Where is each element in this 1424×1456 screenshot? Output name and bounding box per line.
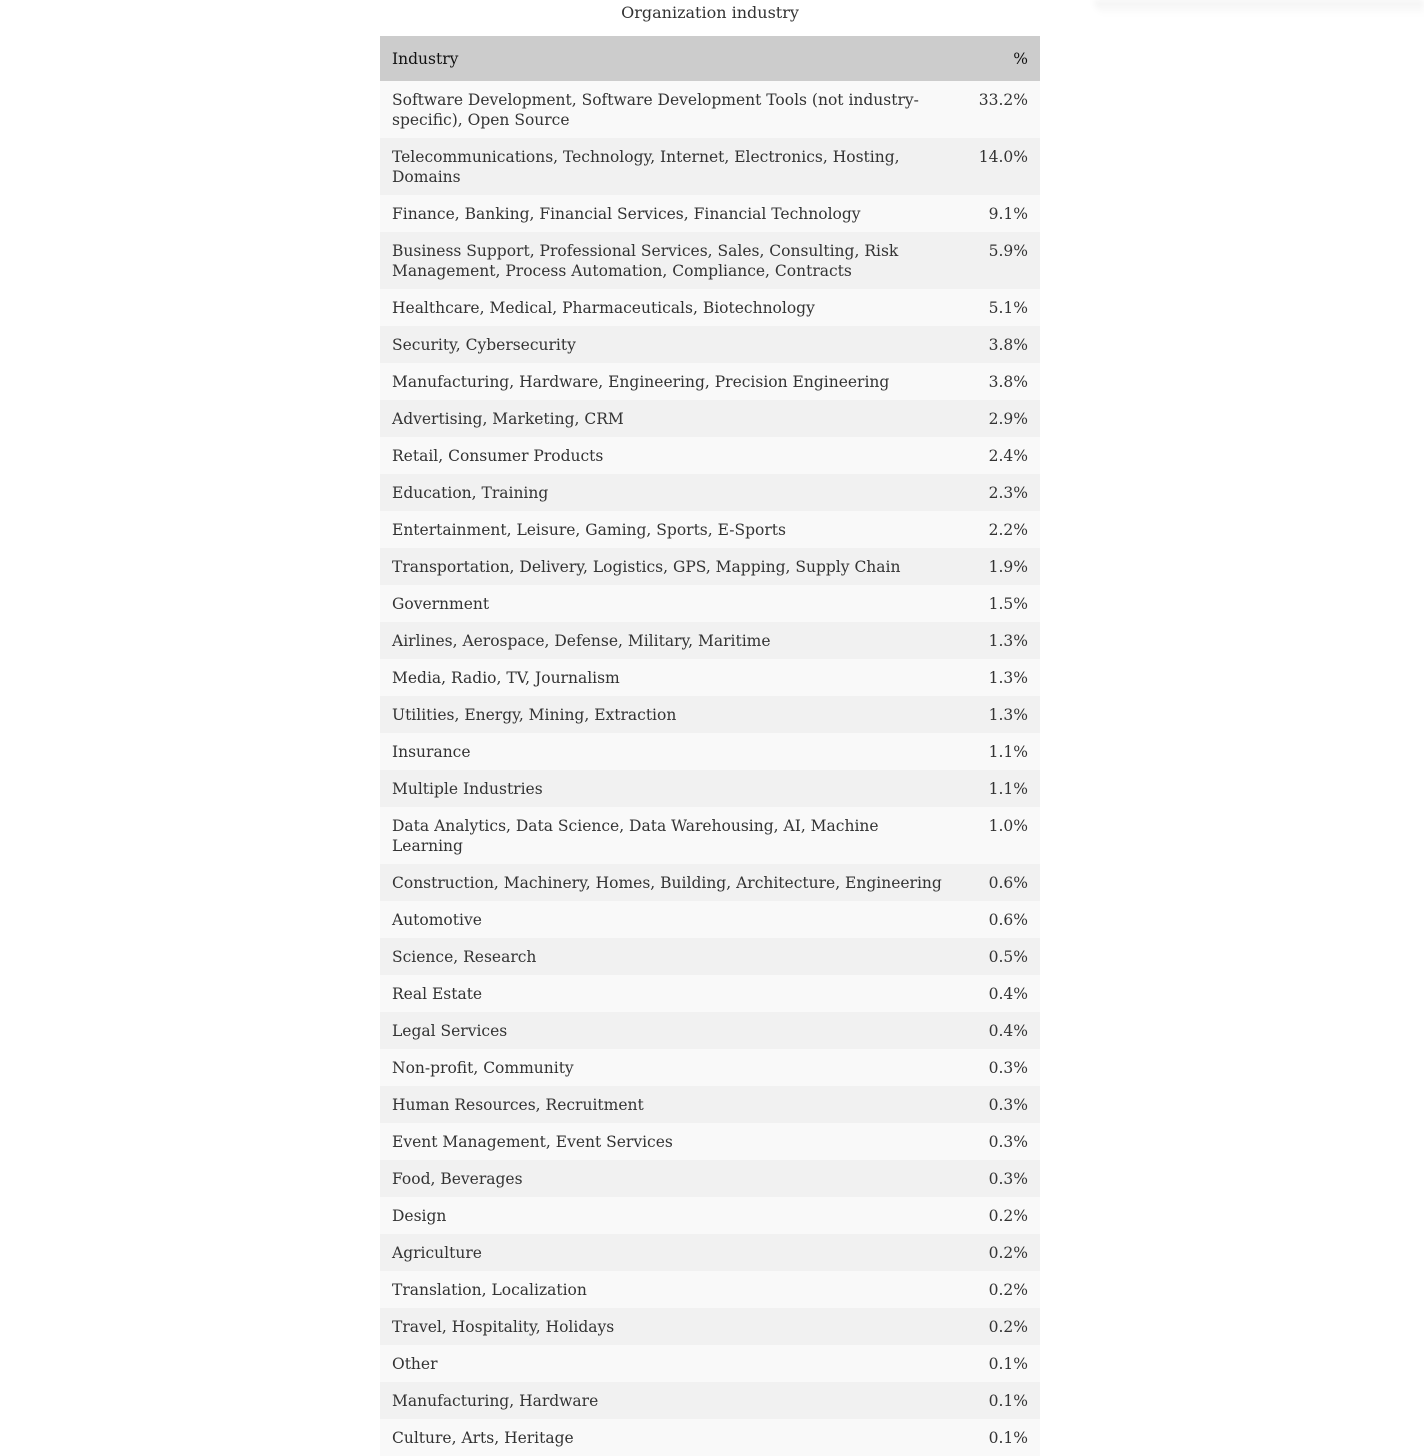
- table-row: [380, 400, 1040, 437]
- percent-cell: 0.3%: [988, 1133, 1028, 1151]
- table-row: [380, 1308, 1040, 1345]
- table-row: [380, 975, 1040, 1012]
- industry-cell: Manufacturing, Hardware: [392, 1392, 599, 1410]
- industry-cell: Non-profit, Community: [392, 1059, 574, 1077]
- industry-cell: Culture, Arts, Heritage: [392, 1429, 574, 1447]
- industry-cell: Food, Beverages: [392, 1170, 523, 1188]
- industry-cell: Finance, Banking, Financial Services, Financial Technology: [392, 205, 861, 223]
- industry-cell: Airlines, Aerospace, Defense, Military, Maritime: [392, 632, 771, 650]
- column-header-percent: %: [967, 36, 1040, 81]
- table-row: [380, 1012, 1040, 1049]
- percent-cell: 1.0%: [988, 817, 1028, 835]
- table-row: [380, 622, 1040, 659]
- table-row: [380, 138, 1040, 195]
- industry-cell: Manufacturing, Hardware, Engineering, Precision Engineering: [392, 373, 890, 391]
- percent-cell: 9.1%: [988, 205, 1028, 223]
- percent-cell: 2.9%: [988, 410, 1028, 428]
- table-row: [380, 864, 1040, 901]
- percent-cell: 1.3%: [988, 669, 1028, 687]
- percent-cell: 0.5%: [988, 948, 1028, 966]
- industry-cell: Legal Services: [392, 1022, 508, 1040]
- table-row: [380, 232, 1040, 289]
- percent-cell: 14.0%: [978, 148, 1028, 166]
- table-body: [380, 81, 1040, 1456]
- industry-cell: Other: [392, 1355, 438, 1373]
- percent-cell: 2.3%: [988, 484, 1028, 502]
- industry-cell: Business Support, Professional Services, Sales, Consulting, Risk Management, Process Automation, Compliance, Contracts: [392, 242, 899, 280]
- industry-cell: Real Estate: [392, 985, 483, 1003]
- table-row: [380, 1049, 1040, 1086]
- percent-cell: 1.5%: [988, 595, 1028, 613]
- percent-cell: 1.3%: [988, 706, 1028, 724]
- industry-cell: Security, Cybersecurity: [392, 336, 576, 354]
- table-row: [380, 1271, 1040, 1308]
- percent-cell: 0.2%: [988, 1318, 1028, 1336]
- industry-cell: Media, Radio, TV, Journalism: [392, 669, 620, 687]
- industry-cell: Data Analytics, Data Science, Data Warehousing, AI, Machine Learning: [392, 817, 879, 855]
- percent-cell: 0.4%: [988, 1022, 1028, 1040]
- percent-cell: 3.8%: [988, 336, 1028, 354]
- table-row: [380, 326, 1040, 363]
- industry-cell: Translation, Localization: [392, 1281, 587, 1299]
- industry-cell: Telecommunications, Technology, Internet, Electronics, Hosting, Domains: [392, 148, 900, 186]
- percent-cell: 0.3%: [988, 1096, 1028, 1114]
- percent-cell: 0.4%: [988, 985, 1028, 1003]
- table-row: [380, 474, 1040, 511]
- industry-cell: Entertainment, Leisure, Gaming, Sports, E-Sports: [392, 521, 786, 539]
- percent-cell: 0.1%: [988, 1355, 1028, 1373]
- percent-cell: 2.2%: [988, 521, 1028, 539]
- industry-cell: Travel, Hospitality, Holidays: [392, 1318, 615, 1336]
- percent-cell: 5.9%: [988, 242, 1028, 260]
- industry-cell: Government: [392, 595, 490, 613]
- table-row: [380, 901, 1040, 938]
- table-row: [380, 363, 1040, 400]
- industry-cell: Education, Training: [392, 484, 549, 502]
- percent-cell: 0.3%: [988, 1059, 1028, 1077]
- table-row: [380, 585, 1040, 622]
- percent-cell: 2.4%: [988, 447, 1028, 465]
- percent-cell: 0.1%: [988, 1392, 1028, 1410]
- industry-cell: Insurance: [392, 743, 471, 761]
- table-row: [380, 1123, 1040, 1160]
- industry-cell: Human Resources, Recruitment: [392, 1096, 644, 1114]
- table-row: [380, 938, 1040, 975]
- industry-cell: Software Development, Software Development Tools (not industry-specific), Open Source: [392, 91, 919, 129]
- corner-shadow: [1094, 0, 1424, 16]
- table-row: [380, 1419, 1040, 1456]
- percent-cell: 0.1%: [988, 1429, 1028, 1447]
- table-row: [380, 548, 1040, 585]
- column-header-industry: Industry: [380, 36, 967, 81]
- percent-cell: 1.1%: [988, 743, 1028, 761]
- percent-cell: 0.2%: [988, 1244, 1028, 1262]
- table-row: [380, 195, 1040, 232]
- industry-cell: Design: [392, 1207, 447, 1225]
- percent-cell: 1.1%: [988, 780, 1028, 798]
- industry-cell: Event Management, Event Services: [392, 1133, 673, 1151]
- table-row: [380, 1197, 1040, 1234]
- table-row: [380, 511, 1040, 548]
- industry-cell: Science, Research: [392, 948, 537, 966]
- percent-cell: 3.8%: [988, 373, 1028, 391]
- header-row: [380, 36, 1040, 81]
- table-header: [380, 36, 1040, 81]
- table-row: [380, 437, 1040, 474]
- percent-cell: 5.1%: [988, 299, 1028, 317]
- table-row: [380, 1234, 1040, 1271]
- industry-cell: Construction, Machinery, Homes, Building, Architecture, Engineering: [392, 874, 942, 892]
- table-row: [380, 81, 1040, 138]
- percent-cell: 0.6%: [988, 874, 1028, 892]
- table-row: [380, 289, 1040, 326]
- percent-cell: 1.3%: [988, 632, 1028, 650]
- industry-cell: Healthcare, Medical, Pharmaceuticals, Biotechnology: [392, 299, 815, 317]
- table-row: [380, 770, 1040, 807]
- table-row: [380, 1382, 1040, 1419]
- industry-cell: Transportation, Delivery, Logistics, GPS, Mapping, Supply Chain: [392, 558, 901, 576]
- percent-cell: 33.2%: [978, 91, 1028, 109]
- percent-cell: 0.2%: [988, 1207, 1028, 1225]
- industry-cell: Retail, Consumer Products: [392, 447, 604, 465]
- percent-cell: 0.3%: [988, 1170, 1028, 1188]
- percent-cell: 0.6%: [988, 911, 1028, 929]
- table-row: [380, 1086, 1040, 1123]
- table-row: [380, 659, 1040, 696]
- table-row: [380, 1345, 1040, 1382]
- table-row: [380, 807, 1040, 864]
- industry-cell: Agriculture: [392, 1244, 482, 1262]
- industry-cell: Multiple Industries: [392, 780, 543, 798]
- table-caption: Organization industry: [621, 3, 799, 22]
- table-row: [380, 696, 1040, 733]
- industry-table: [380, 36, 1040, 1456]
- percent-cell: 1.9%: [988, 558, 1028, 576]
- percent-cell: 0.2%: [988, 1281, 1028, 1299]
- table-row: [380, 733, 1040, 770]
- industry-cell: Advertising, Marketing, CRM: [392, 410, 624, 428]
- table-row: [380, 1160, 1040, 1197]
- industry-cell: Automotive: [392, 911, 482, 929]
- industry-cell: Utilities, Energy, Mining, Extraction: [392, 706, 677, 724]
